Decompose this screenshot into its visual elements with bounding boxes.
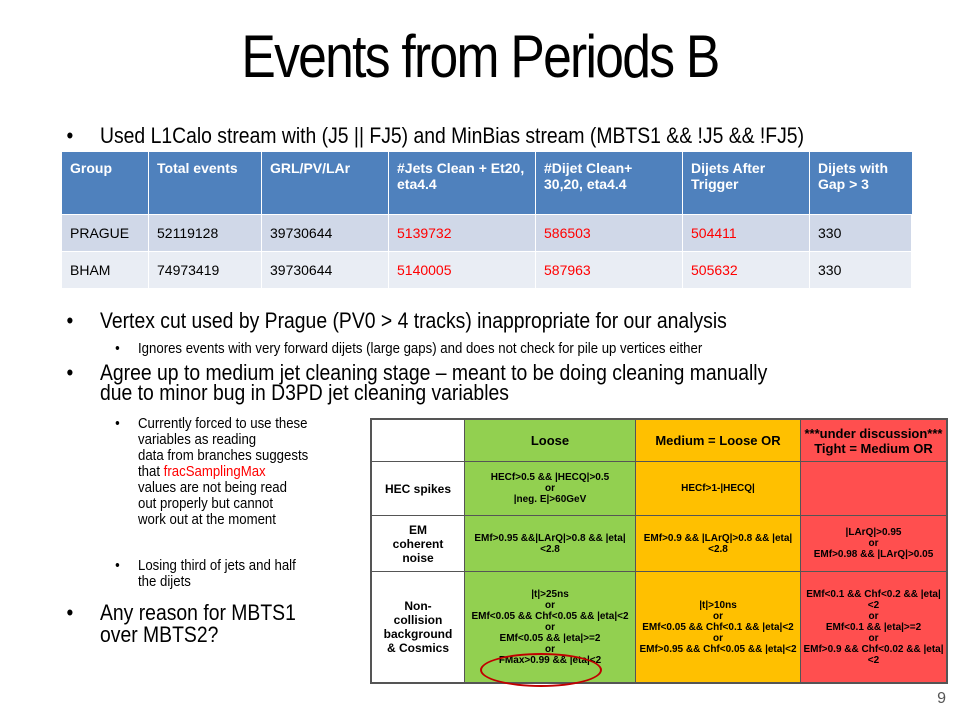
cell-em-loose: EMf>0.95 &&|LArQ|>0.8 && |eta|<2.8	[465, 516, 636, 572]
table-cell: 39730644	[262, 215, 389, 252]
text-line: EMf<0.1 && |eta|>=2	[825, 621, 922, 633]
text-line: collision	[393, 613, 443, 627]
text-line: Currently forced to use these	[138, 415, 308, 432]
text-line: the dijets	[138, 573, 191, 590]
table-cell: 5140005	[389, 252, 536, 289]
text-line: EMf<0.05 && Chf<0.05 && |eta|<2	[471, 610, 629, 622]
bullet-dot: •	[66, 308, 74, 333]
table-row	[62, 252, 912, 289]
header-loose: Loose	[465, 420, 636, 462]
table-cell: 587963	[536, 252, 683, 289]
cell-em-tight	[801, 516, 947, 572]
text-line: noise	[402, 550, 434, 565]
page-number: 9	[937, 690, 946, 707]
table-row	[62, 215, 912, 252]
bullet-stream-text: Used L1Calo stream with (J5 || FJ5) and MinBias stream (MBTS1 && !J5 && !FJ5)	[100, 123, 805, 148]
cleaning-row-hec	[372, 462, 947, 516]
text-line: |t|>10ns	[699, 599, 737, 611]
empty-corner-cell	[372, 420, 465, 462]
table-cell: 74973419	[149, 252, 262, 289]
table-cell: 52119128	[149, 215, 262, 252]
header-tight-note: ***under discussion***	[804, 425, 943, 441]
text-line: or	[868, 610, 879, 622]
text-line: over MBTS2?	[100, 622, 219, 647]
cell-nc-medium	[636, 572, 801, 683]
col-header-dijets: #Dijet Clean+ 30,20, eta4.4	[536, 152, 683, 215]
text-line: variables as reading	[138, 431, 257, 448]
text-line: FMax>0.99 && |eta|<2	[498, 654, 602, 666]
text-line: or	[868, 538, 879, 549]
header-tight	[801, 420, 947, 462]
table-cell: 39730644	[262, 252, 389, 289]
table-cell: 586503	[536, 215, 683, 252]
text-line: or	[545, 643, 555, 655]
text-line: |LArQ|>0.95	[845, 527, 902, 538]
table-cell: 505632	[683, 252, 810, 289]
col-header-grl: GRL/PV/LAr	[262, 152, 389, 215]
bullet-mbts	[66, 600, 296, 647]
highlight-ellipse	[480, 653, 602, 687]
text-line: EMf<0.1 && Chf<0.2 && |eta|<2	[806, 588, 941, 611]
bullet-agree	[66, 360, 768, 405]
text-line: |t|>25ns	[531, 588, 569, 600]
text-line	[138, 464, 308, 480]
bullet-dot: •	[115, 415, 120, 432]
events-table-header-row	[62, 152, 912, 215]
col-header-total: Total events	[149, 152, 262, 215]
table-cell: BHAM	[62, 252, 149, 289]
text-line: EMf<0.05 && |eta|>=2	[499, 632, 601, 644]
text-line: or	[545, 483, 555, 494]
table-cell: 5139732	[389, 215, 536, 252]
bullet-dot: •	[115, 557, 120, 574]
cell-hec-loose	[465, 462, 636, 516]
bullet-dot: •	[66, 123, 74, 148]
text-line: or	[545, 621, 555, 633]
row-label-em	[372, 516, 465, 572]
text-line: or	[713, 610, 723, 622]
text-line: values are not being read	[138, 479, 287, 496]
cell-hec-medium: HECf>1-|HECQ|	[636, 462, 801, 516]
cleaning-row-noncollision	[372, 572, 947, 683]
text-line: Non-	[404, 599, 432, 613]
text-line: or	[868, 632, 879, 644]
table-cell: 504411	[683, 215, 810, 252]
frac-sampling-max-text: fracSamplingMax	[163, 463, 266, 480]
text-line: EMf<0.05 && Chf<0.1 && |eta|<2	[642, 621, 794, 633]
header-medium: Medium = Loose OR	[636, 420, 801, 462]
table-cell: PRAGUE	[62, 215, 149, 252]
header-tight-label: Tight = Medium OR	[814, 440, 933, 456]
bullet-dot: •	[66, 360, 74, 385]
text-line: EMf>0.9 && Chf<0.02 && |eta|<2	[803, 643, 944, 666]
cell-hec-tight	[801, 462, 947, 516]
text-line: & Cosmics	[386, 641, 450, 655]
row-label-noncollision	[372, 572, 465, 683]
table-cell: 330	[810, 215, 912, 252]
slide-title: Events from Periods B	[241, 23, 719, 90]
bullet-vertex	[66, 308, 727, 334]
bullet-vertex-text: Vertex cut used by Prague (PV0 > 4 tracks) inappropriate for our analysis	[100, 308, 727, 333]
text-line: EMf>0.98 && |LArQ|>0.05	[813, 549, 934, 560]
bullet-stream	[66, 123, 805, 149]
sub-bullet-losing	[115, 557, 296, 590]
text-line: work out at the moment	[138, 511, 276, 528]
text-line: or	[545, 599, 555, 611]
text-line: or	[713, 632, 723, 644]
sub-vertex-text: Ignores events with very forward dijets (large gaps) and does not check for pile up vertices either	[138, 340, 703, 357]
text-line: coherent	[392, 536, 444, 551]
col-header-trigger: Dijets After Trigger	[683, 152, 810, 215]
cell-em-medium: EMf>0.9 && |LArQ|>0.8 && |eta|<2.8	[636, 516, 801, 572]
text-line: out properly but cannot	[138, 495, 274, 512]
bullet-agree-line-1: Agree up to medium jet cleaning stage – meant to be doing cleaning manually	[100, 360, 768, 385]
text-line: EMf>0.95 && Chf<0.05 && |eta|<2	[639, 643, 797, 655]
text-fragment: that	[138, 463, 164, 480]
text-line: HECf>0.5 && |HECQ|>0.5	[490, 472, 610, 483]
col-header-jets: #Jets Clean + Et20, eta4.4	[389, 152, 536, 215]
text-line: EM	[409, 522, 427, 537]
row-label-hec: HEC spikes	[372, 462, 465, 516]
sub-bullet-forced	[115, 415, 309, 528]
col-header-group: Group	[62, 152, 149, 215]
sub-bullet-vertex	[115, 340, 703, 357]
bullet-dot: •	[115, 340, 120, 357]
bullet-agree-line-2: due to minor bug in D3PD jet cleaning variables	[100, 380, 509, 405]
col-header-gap: Dijets with Gap > 3	[810, 152, 912, 215]
text-line: data from branches suggests	[138, 447, 309, 464]
jet-cleaning-table	[370, 418, 948, 684]
text-line: Losing third of jets and half	[138, 557, 296, 574]
table-cell: 330	[810, 252, 912, 289]
bullet-dot: •	[66, 600, 74, 625]
cleaning-row-em	[372, 516, 947, 572]
cleaning-header-row	[372, 420, 947, 462]
cell-nc-tight	[801, 572, 947, 683]
events-table	[62, 152, 912, 288]
text-line: background	[383, 627, 453, 641]
text-line: |neg. E|>60GeV	[513, 494, 587, 505]
text-line: Any reason for MBTS1	[100, 600, 296, 625]
